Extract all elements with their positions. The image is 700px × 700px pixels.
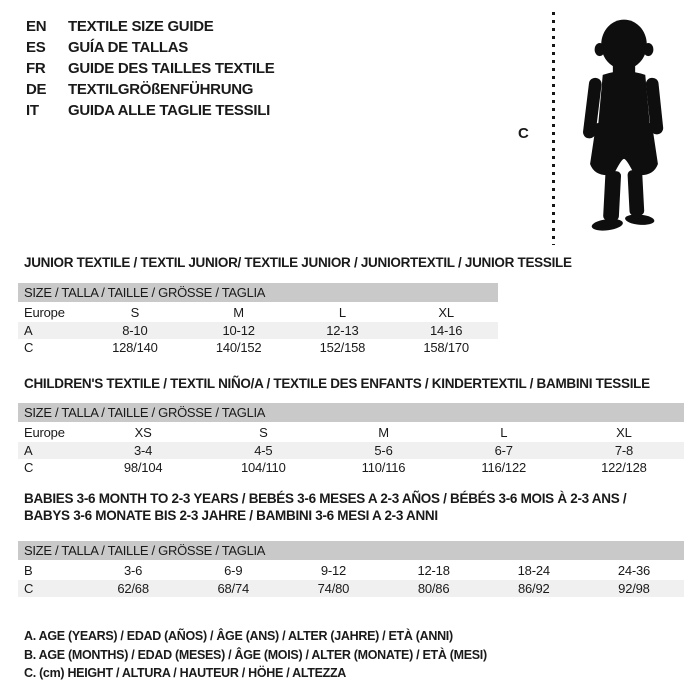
- size-cell: M: [378, 425, 389, 441]
- height-cell: 92/98: [618, 580, 650, 596]
- height-cell: 110/116: [361, 460, 406, 476]
- footnote-age-years: A. AGE (YEARS) / EDAD (AÑOS) / ÂGE (ANS) / ALTER (JAHRE) / ETÀ (ANNI): [24, 629, 453, 643]
- footnote-legend: [24, 627, 487, 683]
- language-code: FR: [26, 60, 46, 77]
- age-cell: 8-10: [122, 322, 148, 338]
- language-code: ES: [26, 39, 46, 56]
- language-row-de: [26, 79, 274, 100]
- height-cell: 116/122: [481, 460, 527, 476]
- language-row-es: [26, 37, 274, 58]
- language-row-it: [26, 100, 274, 121]
- age-cell: 3-6: [123, 563, 143, 579]
- age-cell: 12-18: [417, 563, 450, 579]
- row-label: B: [24, 563, 33, 579]
- language-label: GUIDE DES TAILLES TEXTILE: [68, 60, 275, 77]
- height-cell: 68/74: [217, 580, 250, 596]
- section-title-children: CHILDREN'S TEXTILE / TEXTIL NIÑO/A / TEXTILE DES ENFANTS / KINDERTEXTIL / BAMBINI TESSILE: [24, 376, 650, 391]
- table-header-bar: SIZE / TALLA / TAILLE / GRÖSSE / TAGLIA: [18, 283, 498, 302]
- section-title-babies-line1: BABIES 3-6 MONTH TO 2-3 YEARS / BEBÉS 3-6 MESES A 2-3 AÑOS / BÉBÉS 3-6 MOIS À 2-3 ANS /: [24, 491, 627, 506]
- row-label: Europe: [24, 425, 65, 441]
- size-cell: S: [259, 425, 268, 441]
- size-cell: XL: [616, 425, 632, 441]
- toddler-silhouette: [565, 8, 683, 246]
- footnote-height-cm: C. (cm) HEIGHT / ALTURA / HAUTEUR / HÖHE / ALTEZZA: [24, 666, 347, 680]
- height-cell: 152/158: [319, 340, 366, 356]
- age-cell: 7-8: [614, 442, 634, 458]
- height-cell: 62/68: [117, 580, 149, 596]
- size-cell: XL: [438, 305, 454, 321]
- size-table-junior: [18, 283, 498, 357]
- language-code: IT: [26, 102, 39, 119]
- height-cell: 104/110: [240, 460, 286, 476]
- language-row-fr: [26, 58, 274, 79]
- age-cell: 14-16: [430, 322, 463, 338]
- section-title-junior: JUNIOR TEXTILE / TEXTIL JUNIOR/ TEXTILE JUNIOR / JUNIORTEXTIL / JUNIOR TESSILE: [24, 255, 572, 270]
- row-label: C: [24, 460, 34, 476]
- section-title-babies-line2: BABYS 3-6 MONATE BIS 2-3 JAHRE / BAMBINI 3-6 MESI A 2-3 ANNI: [24, 507, 438, 523]
- row-label: A: [24, 442, 33, 458]
- table-row-height: [18, 580, 684, 598]
- age-cell: 9-12: [320, 563, 347, 579]
- size-table-children: [18, 403, 684, 477]
- language-code: DE: [26, 81, 47, 98]
- size-table-babies: [18, 541, 684, 597]
- language-code: EN: [26, 18, 47, 35]
- size-cell: L: [500, 425, 508, 441]
- table-header-bar: SIZE / TALLA / TAILLE / GRÖSSE / TAGLIA: [18, 403, 684, 422]
- height-measure-label: C: [518, 125, 529, 142]
- table-header-bar: SIZE / TALLA / TAILLE / GRÖSSE / TAGLIA: [18, 541, 684, 560]
- size-cell: L: [338, 305, 346, 321]
- footnote-age-months: B. AGE (MONTHS) / EDAD (MESES) / ÂGE (MOIS) / ALTER (MONATE) / ETÀ (MESI): [24, 647, 487, 662]
- language-label: GUIDA ALLE TAGLIE TESSILI: [68, 102, 270, 119]
- table-row-age-months: [18, 562, 684, 580]
- age-cell: 24-36: [617, 563, 651, 579]
- height-cell: 128/140: [112, 340, 158, 356]
- age-cell: 4-5: [254, 442, 273, 458]
- language-row-en: [26, 16, 274, 37]
- age-cell: 6-9: [224, 563, 243, 579]
- age-cell: 6-7: [494, 442, 513, 458]
- height-cell: 74/80: [317, 580, 350, 596]
- age-cell: 5-6: [374, 442, 393, 458]
- table-row-height: [18, 459, 684, 477]
- row-label: A: [24, 322, 33, 338]
- language-label: GUÍA DE TALLAS: [68, 39, 188, 56]
- age-cell: 18-24: [517, 563, 550, 579]
- age-cell: 10-12: [222, 322, 255, 338]
- table-row-europe: [18, 424, 684, 442]
- table-row-height: [18, 339, 498, 357]
- height-cell: 86/92: [518, 580, 550, 596]
- language-label: TEXTILGRÖßENFÜHRUNG: [68, 81, 254, 98]
- age-cell: 12-13: [326, 322, 359, 338]
- height-cell: 80/86: [417, 580, 450, 596]
- age-cell: 3-4: [134, 442, 153, 458]
- row-label: C: [24, 580, 34, 596]
- row-label: C: [24, 340, 34, 356]
- height-cell: 158/170: [423, 340, 469, 356]
- section-title-babies: [24, 491, 626, 524]
- height-cell: 122/128: [601, 460, 647, 476]
- language-list: [26, 16, 274, 121]
- size-cell: M: [233, 305, 244, 321]
- row-label: Europe: [24, 305, 65, 321]
- size-cell: S: [130, 305, 140, 321]
- table-row-age: [18, 442, 684, 460]
- table-row-age: [18, 322, 498, 340]
- height-cell: 98/104: [123, 460, 163, 476]
- table-row-europe: [18, 304, 498, 322]
- height-measure-dotted-line: [552, 12, 555, 245]
- language-label: TEXTILE SIZE GUIDE: [68, 18, 214, 35]
- size-cell: XS: [134, 425, 152, 441]
- height-cell: 140/152: [215, 340, 262, 356]
